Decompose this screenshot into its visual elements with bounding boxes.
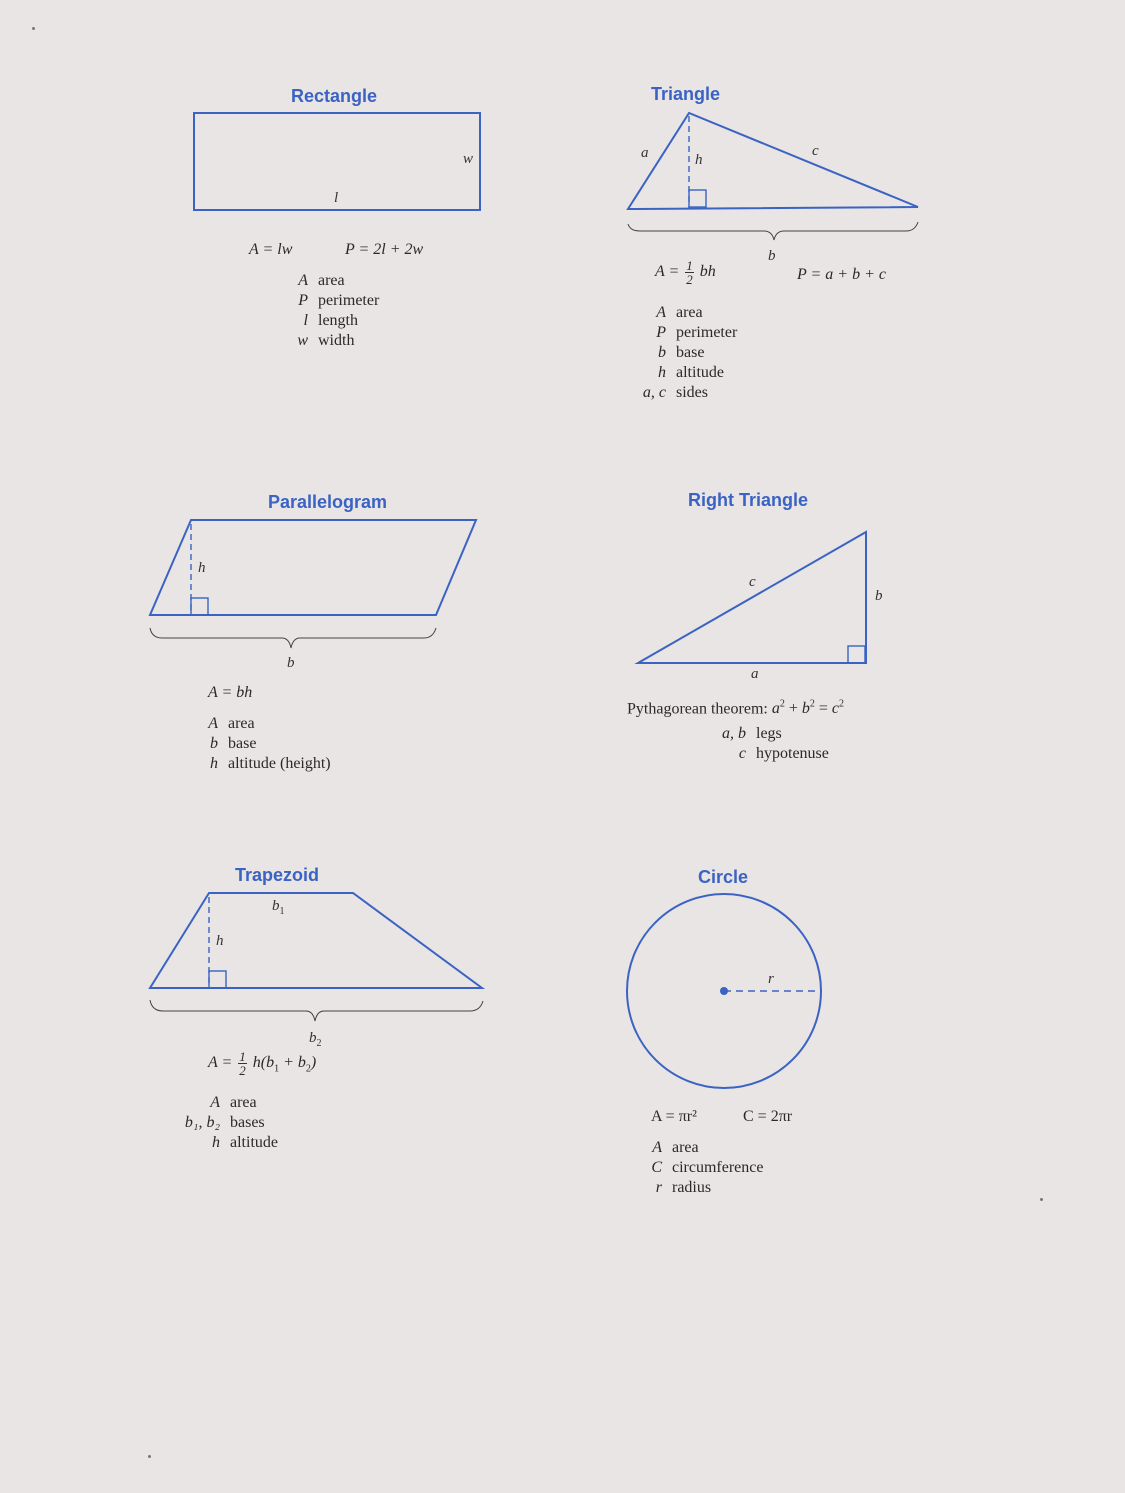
formula-rhs: h(b: [252, 1054, 275, 1072]
legend-symbol: b: [210, 735, 218, 752]
circle-label-r: r: [768, 971, 774, 987]
parallelogram-area-formula: A = bh: [208, 684, 253, 701]
legend-description: bases: [230, 1114, 265, 1131]
trapezoid-label-b2: $b_2$: [309, 1030, 322, 1049]
legend-description: area: [676, 304, 703, 321]
pythagorean-equation: $a^2 + b^2 = c^2$: [771, 699, 845, 718]
triangle-label-a: a: [641, 145, 649, 161]
circle-legend: [642, 1138, 763, 1198]
fraction-numerator: 1: [686, 258, 693, 273]
legend-symbol: a, b: [722, 725, 746, 742]
legend-symbol: r: [655, 1179, 662, 1196]
triangle-label-c: c: [812, 143, 819, 159]
legend-description: perimeter: [676, 324, 738, 341]
circle-center-point: [720, 987, 728, 995]
fraction-numerator: 1: [239, 1049, 246, 1064]
legend-symbol: A: [298, 272, 308, 289]
legend-symbol: P: [656, 324, 666, 341]
rectangle-title: Rectangle: [291, 86, 378, 106]
trapezoid-area-formula: A = $\frac{1}{2}$ $h(b_1 + b_2)$: [208, 1049, 317, 1078]
legend-description: altitude: [676, 364, 724, 381]
legend-description: sides: [676, 384, 708, 401]
legend-symbol: b: [658, 344, 666, 361]
legend-symbol: c: [738, 745, 746, 762]
legend-description: base: [228, 735, 257, 752]
rectangle-area-formula: A = lw: [249, 241, 293, 258]
trapezoid-label-b1: $b_1$: [272, 898, 285, 917]
legend-row: [642, 1158, 763, 1178]
legend-symbol: A: [210, 1094, 220, 1111]
rectangle-perimeter-formula: P = 2l + 2w: [345, 241, 424, 258]
legend-description: area: [230, 1094, 257, 1111]
legend-description: perimeter: [318, 292, 380, 309]
legend-row: [642, 1138, 763, 1158]
right-triangle-label-b: b: [875, 588, 883, 604]
legend-description: base: [676, 344, 705, 361]
legend-description: length: [318, 312, 358, 329]
legend-row: [642, 1178, 763, 1198]
triangle-perimeter-formula: P = a + b + c: [797, 266, 886, 283]
legend-symbol: C: [651, 1159, 662, 1176]
legend-symbol: A: [652, 1139, 662, 1156]
parallelogram-label-h: h: [198, 560, 206, 576]
formula-lhs: A =: [655, 263, 680, 281]
formula-rhs: bh: [699, 263, 716, 281]
legend-symbol: h: [210, 755, 218, 772]
pythagorean-prefix: Pythagorean theorem:: [627, 700, 768, 718]
fraction-denominator: 2: [686, 272, 693, 287]
legend-description: hypotenuse: [756, 745, 829, 762]
legend-description: area: [318, 272, 345, 289]
formula-lhs: A =: [208, 1054, 233, 1072]
legend-symbol: w: [297, 332, 308, 349]
right-triangle-title: Right Triangle: [688, 490, 809, 510]
scan-speck: [1040, 1198, 1043, 1201]
legend-symbol: A: [208, 715, 218, 732]
rectangle-label-l: l: [334, 190, 339, 206]
legend-description: circumference: [672, 1159, 764, 1176]
triangle-label-h: h: [695, 152, 703, 168]
fraction-denominator: 2: [239, 1063, 246, 1078]
right-triangle-label-a: a: [751, 666, 759, 682]
legend-symbol: A: [656, 304, 666, 321]
right-triangle-label-c: c: [749, 574, 756, 590]
triangle-label-b: b: [768, 248, 776, 264]
legend-description: legs: [756, 725, 782, 742]
scan-speck: [32, 27, 35, 30]
trapezoid-label-h: h: [216, 933, 224, 949]
parallelogram-title: Parallelogram: [268, 492, 388, 512]
legend-description: area: [228, 715, 255, 732]
legend-description: radius: [672, 1179, 712, 1196]
legend-symbol: h: [212, 1134, 220, 1151]
legend-symbol: a, c: [642, 384, 666, 401]
legend-description: area: [672, 1139, 699, 1156]
label-base-letter: b: [272, 898, 280, 914]
rectangle-label-w: w: [463, 151, 474, 167]
legend-symbol: b₁, b₂: [184, 1114, 220, 1131]
circle-area-formula: A = πr²: [651, 1108, 697, 1125]
legend-description: altitude: [230, 1134, 278, 1151]
scan-speck: [148, 1455, 151, 1458]
label-base-letter: b: [309, 1030, 317, 1046]
circle-title: Circle: [698, 867, 749, 887]
legend-description: width: [318, 332, 355, 349]
legend-symbol: h: [658, 364, 666, 381]
legend-description: altitude (height): [228, 755, 331, 772]
parallelogram-label-b: b: [287, 655, 295, 671]
triangle-title: Triangle: [651, 84, 721, 104]
legend-symbol: P: [298, 292, 308, 309]
trapezoid-title: Trapezoid: [235, 865, 320, 885]
legend-symbol: l: [303, 312, 308, 329]
circle-circumference-formula: C = 2πr: [743, 1108, 793, 1125]
